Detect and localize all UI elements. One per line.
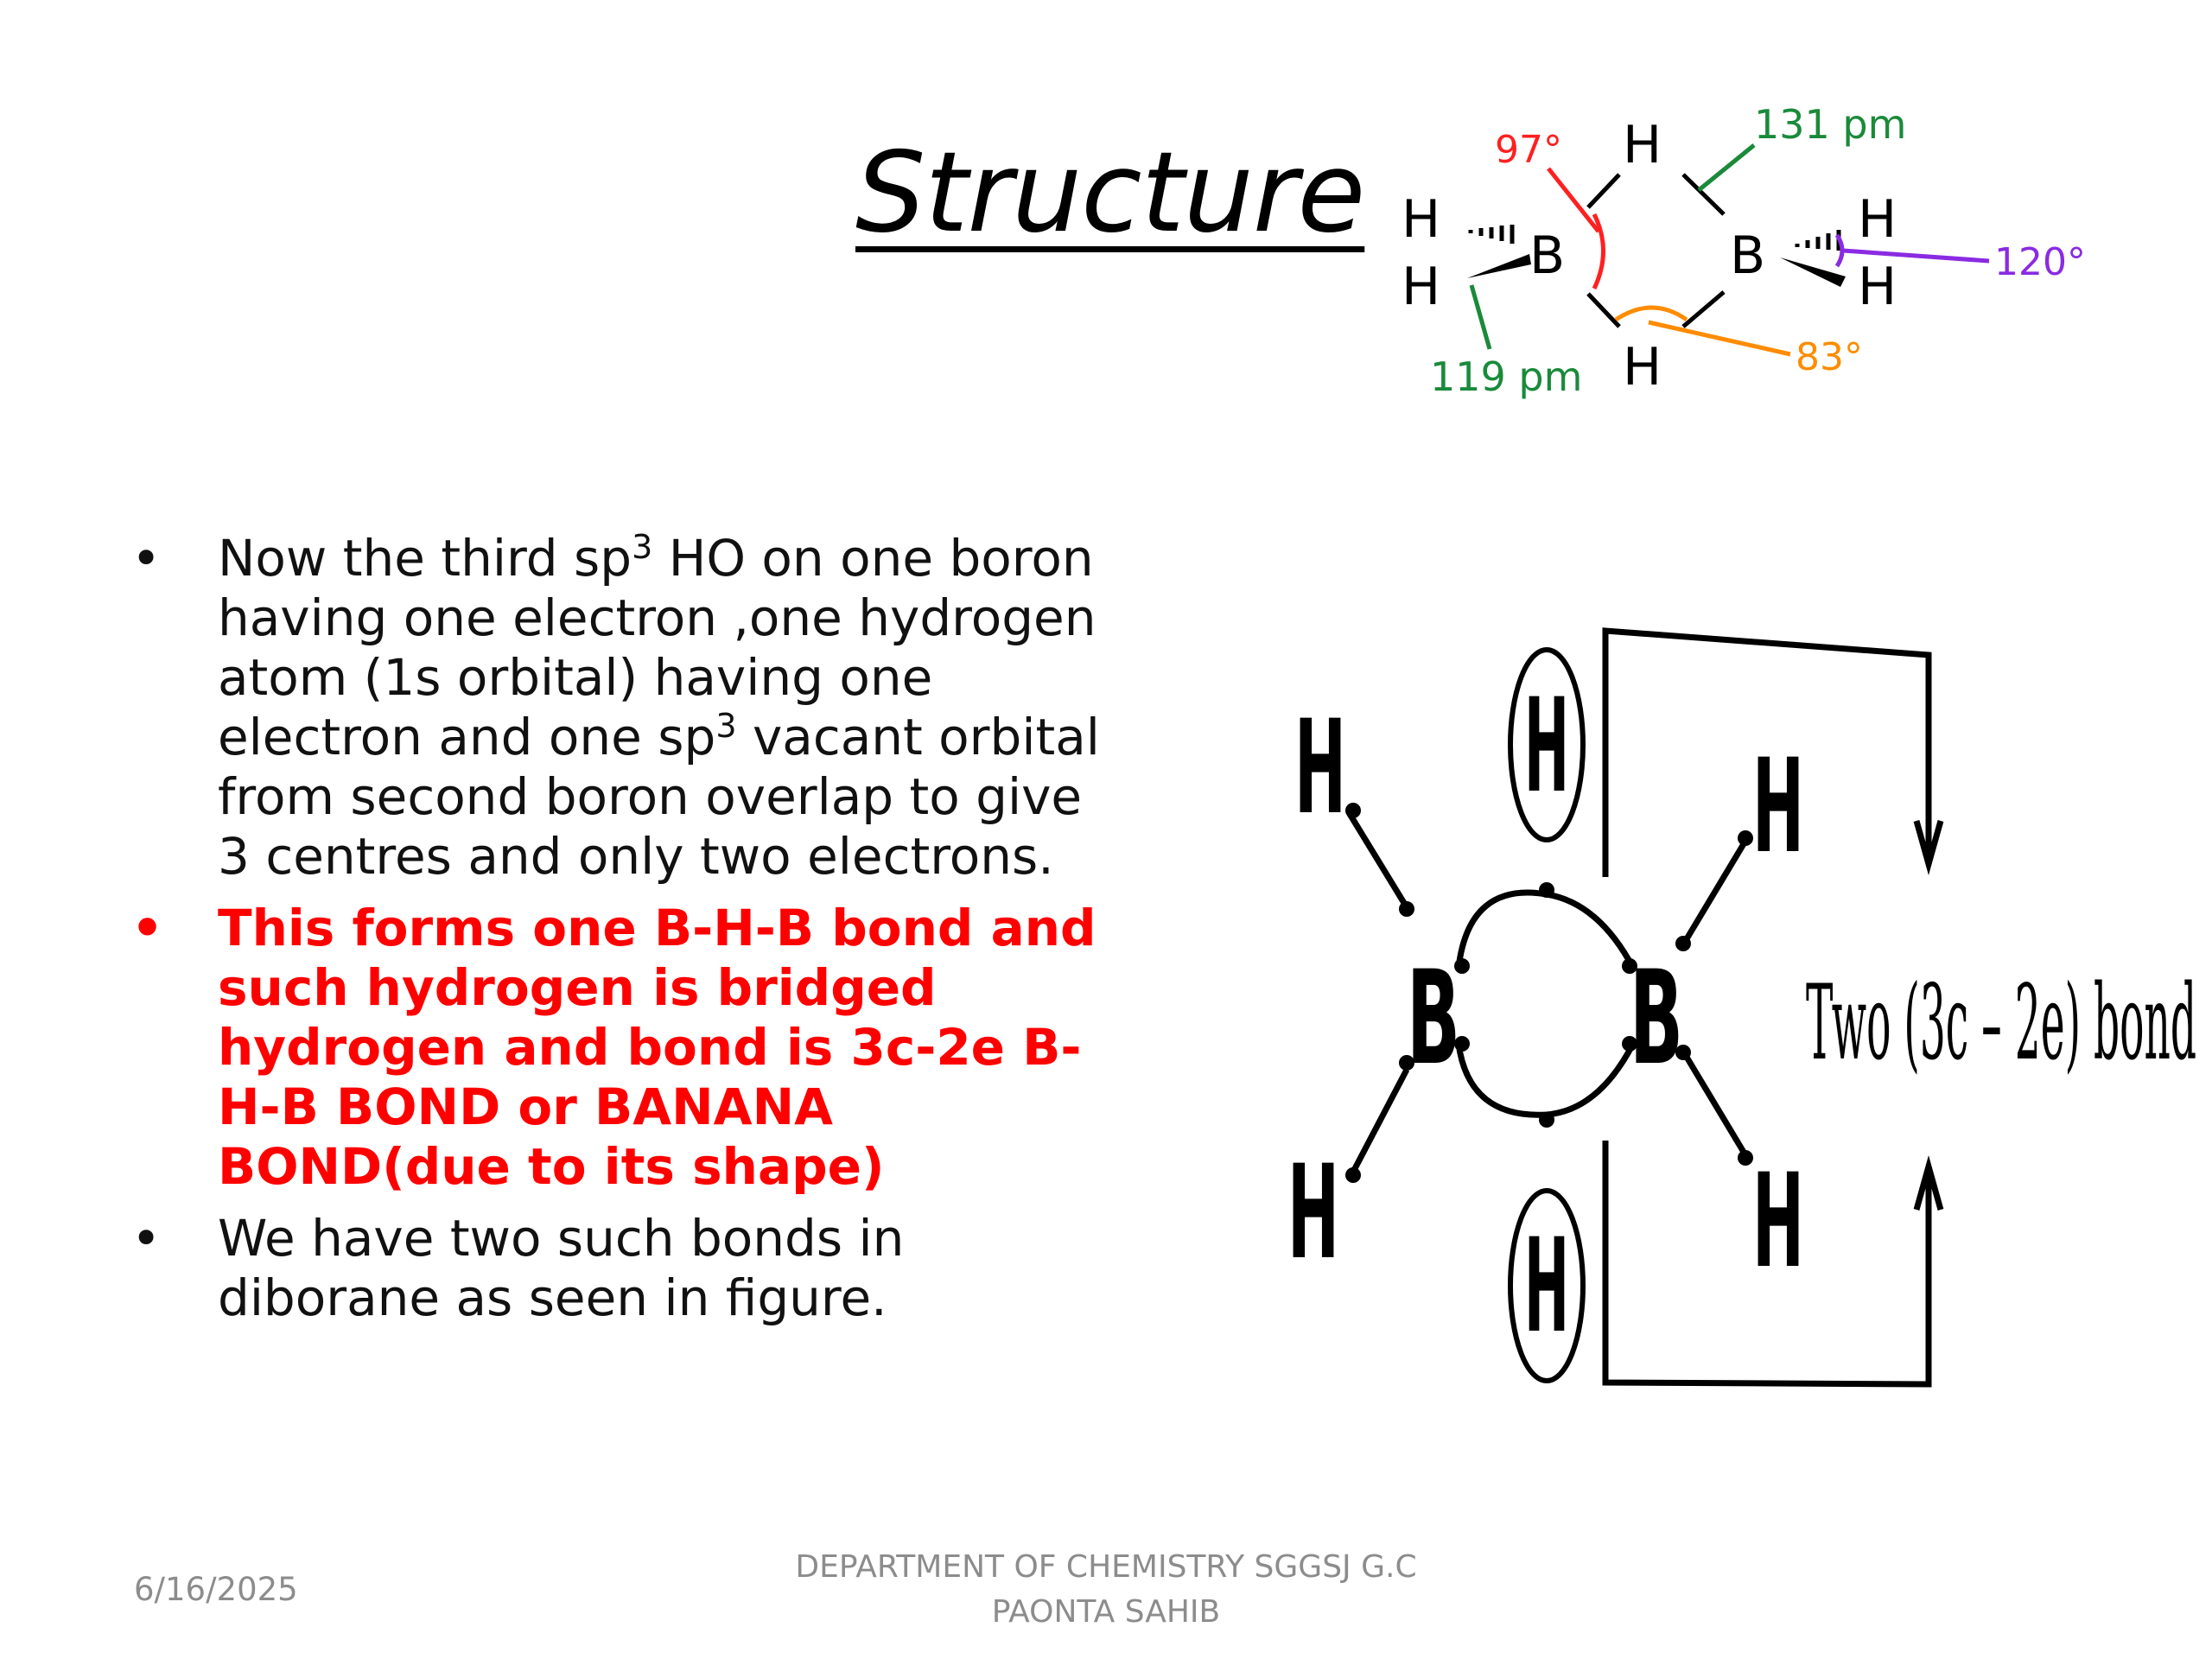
terminal-h-bottom-right: H: [1752, 1147, 1804, 1297]
footer-department: [760, 1545, 1452, 1635]
boron-atom-left: B: [1407, 944, 1460, 1094]
bullet-1-superscript-2: 3: [715, 707, 737, 745]
angle-97-label: 97°: [1495, 128, 1562, 172]
diagram-atom-b-right: B: [1730, 226, 1766, 286]
bullet-dot-icon: •: [131, 899, 164, 957]
bullet-item-2: [130, 899, 1106, 1197]
terminal-h-top-right: H: [1752, 732, 1804, 882]
bullet-1-text-part2: HO on one boron having one electron ,one hydrogen atom (1s orbital) having one electron and one sp: [218, 529, 1096, 766]
terminal-h-bottom-left: H: [1287, 1138, 1339, 1288]
bullet-list: [130, 529, 1106, 1340]
bridge-bond-figure: [1279, 605, 2203, 1434]
diborane-structure-diagram: [1374, 95, 2117, 423]
bullet-item-1: [130, 529, 1106, 887]
bridge-h-top: H: [1524, 671, 1569, 822]
diagram-atom-h-top: H: [1623, 115, 1662, 175]
angle-120-label: 120°: [1994, 240, 2086, 284]
bullet-1-text-part3: vacant orbital from second boron overlap to give 3 centres and only two electrons.: [218, 708, 1100, 886]
bond-length-131-label: 131 pm: [1754, 101, 1907, 148]
bridge-h-bottom: H: [1524, 1211, 1569, 1362]
diagram-atom-h-right-lower: H: [1858, 257, 1897, 317]
terminal-h-top-left: H: [1294, 693, 1346, 843]
bullet-2-text: This forms one B-H-B bond and such hydrogen is bridged hydrogen and bond is 3c-2e B-H-B BOND or BANANA BOND(due to its shape): [218, 899, 1096, 1196]
diagram-atom-h-right-upper: H: [1858, 189, 1897, 250]
bullet-3-text: We have two such bonds in diborane as seen in figure.: [218, 1209, 905, 1327]
boron-atom-right: B: [1630, 944, 1683, 1094]
footer-department-line2: PAONTA SAHIB: [991, 1594, 1221, 1630]
slide-title: Structure: [855, 129, 1365, 257]
bond-length-119-label: 119 pm: [1430, 353, 1583, 400]
diagram-atom-h-left-upper: H: [1402, 189, 1441, 250]
bullet-dot-icon: •: [131, 529, 162, 588]
diagram-atom-h-bottom: H: [1623, 337, 1662, 397]
angle-83-label: 83°: [1796, 335, 1863, 379]
bullet-1-text-part1: Now the third sp: [218, 529, 632, 588]
diagram-atom-b-left: B: [1529, 226, 1566, 286]
bullet-1-superscript-1: 3: [632, 528, 653, 566]
bullet-dot-icon: •: [131, 1209, 162, 1268]
footer-date: 6/16/2025: [134, 1571, 298, 1608]
footer-department-line1: DEPARTMENT OF CHEMISTRY SGGSJ G.C: [795, 1549, 1417, 1585]
two-3c-2e-bond-label: Two (3c – 2e) bond: [1806, 963, 2196, 1084]
diagram-atom-h-left-lower: H: [1402, 257, 1441, 317]
bullet-item-3: [130, 1209, 1106, 1328]
